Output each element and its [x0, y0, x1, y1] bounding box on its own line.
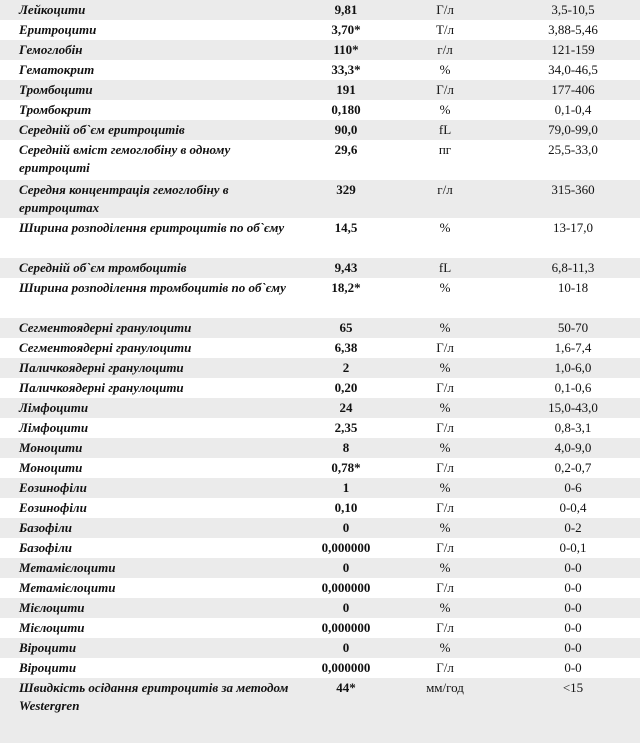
- table-row: [0, 598, 640, 618]
- reference-range: 0,8-3,1: [554, 420, 592, 435]
- test-name: Швидкість осідання еритроцитів за методом Westergren: [19, 680, 289, 713]
- test-name: Еозинофіли: [19, 500, 87, 515]
- table-row: [0, 498, 640, 518]
- reference-range: 10-18: [557, 280, 589, 295]
- reference-range: 6,8-11,3: [551, 260, 595, 275]
- reference-range: 0-0,4: [559, 500, 587, 515]
- reference-range: 25,5-33,0: [548, 142, 598, 157]
- test-unit: Г/л: [436, 500, 454, 515]
- test-name: Ширина розподілення еритроцитів по об`єму: [19, 220, 285, 235]
- test-name: Еритроцити: [19, 22, 97, 37]
- test-unit: Г/л: [436, 620, 454, 635]
- reference-range: 0,2-0,7: [554, 460, 592, 475]
- reference-range: 0-6: [564, 480, 582, 495]
- test-value: 18,2*: [331, 280, 361, 295]
- test-name: Паличкоядерні гранулоцити: [19, 380, 184, 395]
- test-name: Лейкоцити: [19, 2, 86, 17]
- test-name: Лімфоцити: [19, 420, 89, 435]
- test-value: 191: [336, 82, 356, 97]
- test-name: Тромбокрит: [19, 102, 92, 117]
- reference-range: 0-0,1: [559, 540, 587, 555]
- test-name: Середній вміст гемоглобіну в одному еритроциті: [19, 142, 231, 175]
- table-row: [0, 438, 640, 458]
- test-unit: Г/л: [436, 660, 454, 675]
- test-unit: fL: [438, 122, 452, 137]
- test-value: 0,000000: [321, 620, 371, 635]
- reference-range: 315-360: [551, 182, 595, 197]
- test-unit: %: [439, 280, 451, 295]
- test-name: Лімфоцити: [19, 400, 89, 415]
- reference-range: 13-17,0: [552, 220, 594, 235]
- reference-range: 3,5-10,5: [551, 2, 595, 17]
- test-value: 2,35: [334, 420, 358, 435]
- reference-range: 0-0: [564, 580, 582, 595]
- table-row: [0, 20, 640, 40]
- table-row: [0, 278, 640, 318]
- test-name: Мієлоцити: [19, 620, 85, 635]
- test-unit: Г/л: [436, 420, 454, 435]
- test-unit: %: [439, 360, 451, 375]
- table-row: [0, 60, 640, 80]
- reference-range: 177-406: [551, 82, 595, 97]
- test-unit: %: [439, 440, 451, 455]
- table-row: [0, 638, 640, 658]
- test-name: Середній об`єм тромбоцитів: [19, 260, 187, 275]
- reference-range: 1,6-7,4: [554, 340, 592, 355]
- test-name: Метамієлоцити: [19, 580, 116, 595]
- table-row: [0, 518, 640, 538]
- table-row: [0, 218, 640, 258]
- test-unit: Г/л: [436, 380, 454, 395]
- test-value: 3,70*: [331, 22, 361, 37]
- table-row: [0, 458, 640, 478]
- test-unit: %: [439, 560, 451, 575]
- test-value: 0,10: [334, 500, 358, 515]
- test-name: Мієлоцити: [19, 600, 85, 615]
- table-row: [0, 578, 640, 598]
- reference-range: 4,0-9,0: [554, 440, 592, 455]
- reference-range: 121-159: [551, 42, 595, 57]
- test-name: Базофіли: [19, 520, 72, 535]
- table-row: [0, 618, 640, 638]
- test-value: 0,78*: [331, 460, 361, 475]
- reference-range: 1,0-6,0: [554, 360, 592, 375]
- test-unit: Т/л: [435, 22, 455, 37]
- table-row: [0, 338, 640, 358]
- table-row: [0, 538, 640, 558]
- test-name: Гемоглобін: [19, 42, 83, 57]
- reference-range: 0-0: [564, 600, 582, 615]
- test-unit: г/л: [437, 42, 453, 57]
- table-row: [0, 558, 640, 578]
- test-unit: %: [439, 400, 451, 415]
- reference-range: 0-0: [564, 660, 582, 675]
- test-value: 9,43: [334, 260, 358, 275]
- test-value: 33,3*: [331, 62, 361, 77]
- test-unit: Г/л: [436, 460, 454, 475]
- reference-range: 0-0: [564, 620, 582, 635]
- test-name: Сегментоядерні гранулоцити: [19, 320, 192, 335]
- test-unit: %: [439, 600, 451, 615]
- test-value: 8: [342, 440, 350, 455]
- test-name: Паличкоядерні гранулоцити: [19, 360, 184, 375]
- test-value: 0,000000: [321, 580, 371, 595]
- reference-range: 3,88-5,46: [548, 22, 598, 37]
- table-row: [0, 318, 640, 338]
- table-row: [0, 678, 640, 743]
- test-name: Еозинофіли: [19, 480, 87, 495]
- test-value: 0,000000: [321, 540, 371, 555]
- table-row: [0, 398, 640, 418]
- test-unit: Г/л: [436, 340, 454, 355]
- test-unit: Г/л: [436, 2, 454, 17]
- test-value: 65: [339, 320, 353, 335]
- test-value: 0: [342, 520, 350, 535]
- test-name: Сегментоядерні гранулоцити: [19, 340, 192, 355]
- test-value: 14,5: [334, 220, 358, 235]
- test-value: 9,81: [334, 2, 358, 17]
- test-value: 0,180: [331, 102, 361, 117]
- reference-range: 0,1-0,4: [554, 102, 592, 117]
- reference-range: 0,1-0,6: [554, 380, 592, 395]
- test-name: Тромбоцити: [19, 82, 93, 97]
- table-row: [0, 258, 640, 278]
- test-name: Віроцити: [19, 660, 77, 675]
- test-unit: fL: [438, 260, 452, 275]
- table-row: [0, 40, 640, 60]
- reference-range: 34,0-46,5: [548, 62, 598, 77]
- test-value: 0: [342, 600, 350, 615]
- test-name: Базофіли: [19, 540, 72, 555]
- test-value: 6,38: [334, 340, 358, 355]
- table-row: [0, 658, 640, 678]
- test-value: 44*: [336, 680, 356, 695]
- reference-range: 15,0-43,0: [548, 400, 598, 415]
- test-unit: %: [439, 102, 451, 117]
- test-value: 2: [342, 360, 350, 375]
- test-name: Метамієлоцити: [19, 560, 116, 575]
- test-unit: г/л: [437, 182, 453, 197]
- test-value: 0: [342, 640, 350, 655]
- reference-range: 0-0: [564, 560, 582, 575]
- test-name: Середній об`єм еритроцитів: [19, 122, 185, 137]
- test-unit: %: [439, 220, 451, 235]
- table-row: [0, 358, 640, 378]
- table-row: [0, 0, 640, 20]
- test-name: Віроцити: [19, 640, 77, 655]
- test-value: 24: [339, 400, 353, 415]
- table-row: [0, 478, 640, 498]
- test-value: 110*: [333, 42, 359, 57]
- test-unit: %: [439, 520, 451, 535]
- reference-range: 50-70: [557, 320, 589, 335]
- test-unit: пг: [438, 142, 452, 157]
- table-row: [0, 418, 640, 438]
- test-unit: %: [439, 480, 451, 495]
- test-name: Моноцити: [19, 460, 83, 475]
- test-unit: Г/л: [436, 82, 454, 97]
- test-name: Моноцити: [19, 440, 83, 455]
- reference-range: <15: [562, 680, 584, 695]
- table-row: [0, 140, 640, 180]
- table-row: [0, 100, 640, 120]
- test-value: 29,6: [334, 142, 358, 157]
- test-name: Гематокрит: [19, 62, 95, 77]
- table-row: [0, 378, 640, 398]
- reference-range: 0-2: [564, 520, 582, 535]
- table-row: [0, 180, 640, 218]
- reference-range: 79,0-99,0: [548, 122, 598, 137]
- table-row: [0, 80, 640, 100]
- test-value: 0: [342, 560, 350, 575]
- test-unit: Г/л: [436, 540, 454, 555]
- table-row: [0, 120, 640, 140]
- reference-range: 0-0: [564, 640, 582, 655]
- test-unit: %: [439, 320, 451, 335]
- test-unit: Г/л: [436, 580, 454, 595]
- test-name: Ширина розподілення тромбоцитів по об`єму: [19, 280, 286, 295]
- test-value: 329: [336, 182, 356, 197]
- test-unit: мм/год: [426, 680, 464, 695]
- test-value: 0,20: [334, 380, 358, 395]
- test-name: Середня концентрація гемоглобіну в еритроцитах: [19, 182, 229, 215]
- test-value: 90,0: [334, 122, 358, 137]
- test-unit: %: [439, 640, 451, 655]
- test-unit: %: [439, 62, 451, 77]
- test-value: 0,000000: [321, 660, 371, 675]
- test-value: 1: [342, 480, 350, 495]
